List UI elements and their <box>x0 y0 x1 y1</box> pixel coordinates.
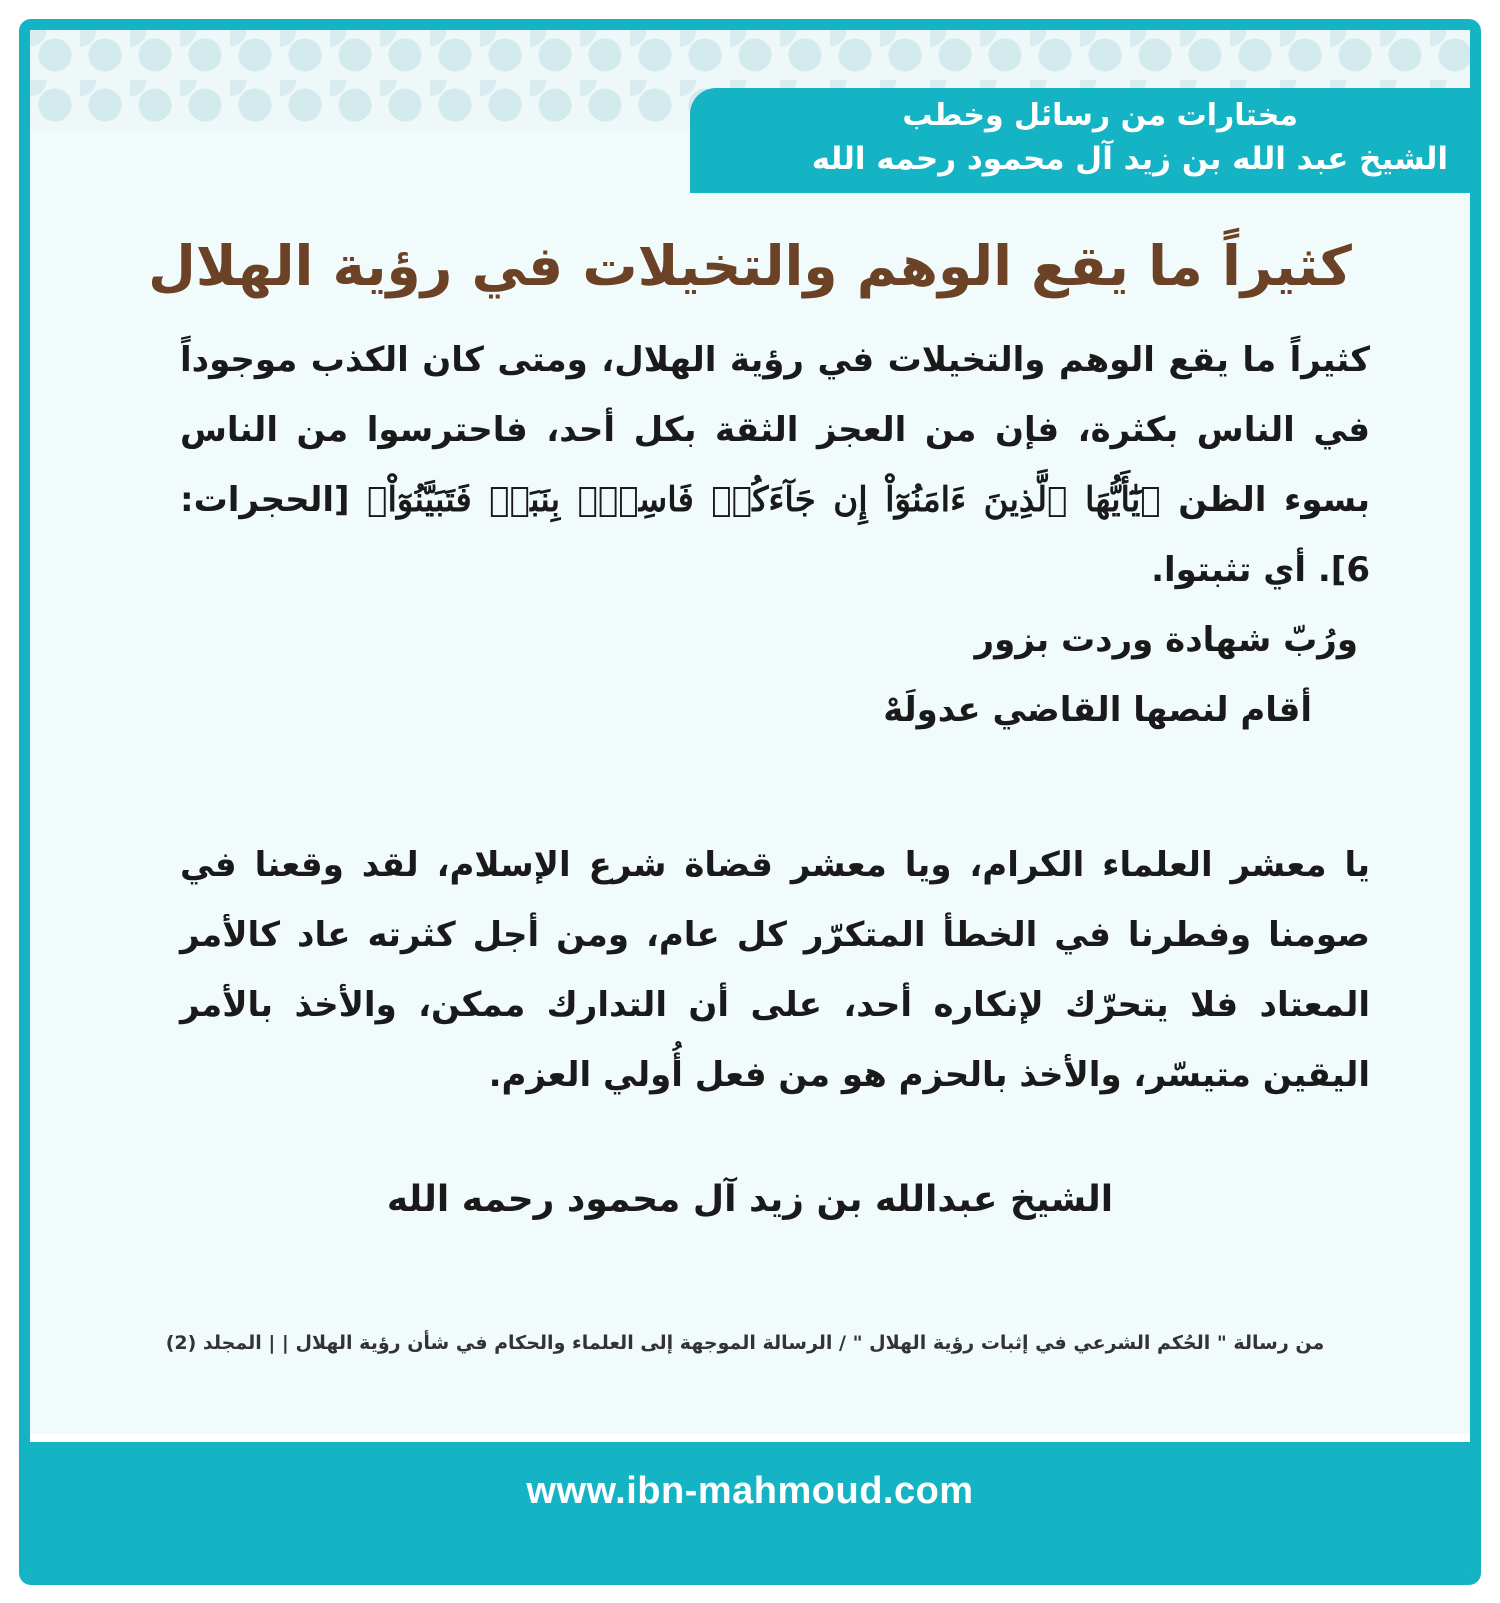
author-signature: الشيخ عبدالله بن زيد آل محمود رحمه الله <box>386 1179 1114 1220</box>
paragraph-1 <box>180 325 1370 605</box>
quran-verse: ﴿يَٰٓأَيُّهَا ٱلَّذِينَ ءَامَنُوٓاْ إِن جَآءَكُمۡ فَاسِقُۢ بِنَبَإٖ فَتَبَيَّنُوٓاْ﴾ <box>367 480 1161 520</box>
poem-line-1: ورُبّ شهادة وردت بزور <box>974 620 1358 660</box>
website-link[interactable]: www.ibn-mahmoud.com <box>526 1470 974 1512</box>
page-title: كثيراً ما يقع الوهم والتخيلات في رؤية الهلال <box>148 234 1352 298</box>
paragraph-2: يا معشر العلماء الكرام، ويا معشر قضاة شرع الإسلام، لقد وقعنا في صومنا وفطرنا في الخطأ المتكرّر كل عام، ومن أجل كثرته عاد كالأمر المعتاد فلا يتحرّك لإنكاره أحد، على أن التدارك ممكن، والأخذ بالأمر اليقين متيسّر، والأخذ بالحزم هو من فعل أُولي العزم. <box>180 845 1370 1095</box>
paragraph-1-text: كثيراً ما يقع الوهم والتخيلات في رؤية الهلال، ومتى كان الكذب موجوداً في الناس بكثرة، فإن من العجز الثقة بكل أحد، فاحترسوا من الناس بسوء الظن <box>180 340 1371 520</box>
header-banner <box>690 88 1470 193</box>
series-title: مختارات من رسائل وخطب <box>902 98 1298 133</box>
verse-citation: [الحجرات: 6]. أي تثبتوا. <box>180 480 1370 590</box>
source-reference: من رسالة " الحُكم الشرعي في إثبات رؤية الهلال " / الرسالة الموجهة إلى العلماء والحكام في شأن رؤية الهلال | | المجلد (2) <box>165 1332 1325 1354</box>
footer-bar <box>30 1434 1470 1574</box>
series-author: الشيخ عبد الله بن زيد آل محمود رحمه الله <box>811 141 1448 177</box>
card-frame <box>19 19 1481 1585</box>
poem-line-2: أقام لنصها القاضي عدولَهْ <box>883 690 1312 730</box>
